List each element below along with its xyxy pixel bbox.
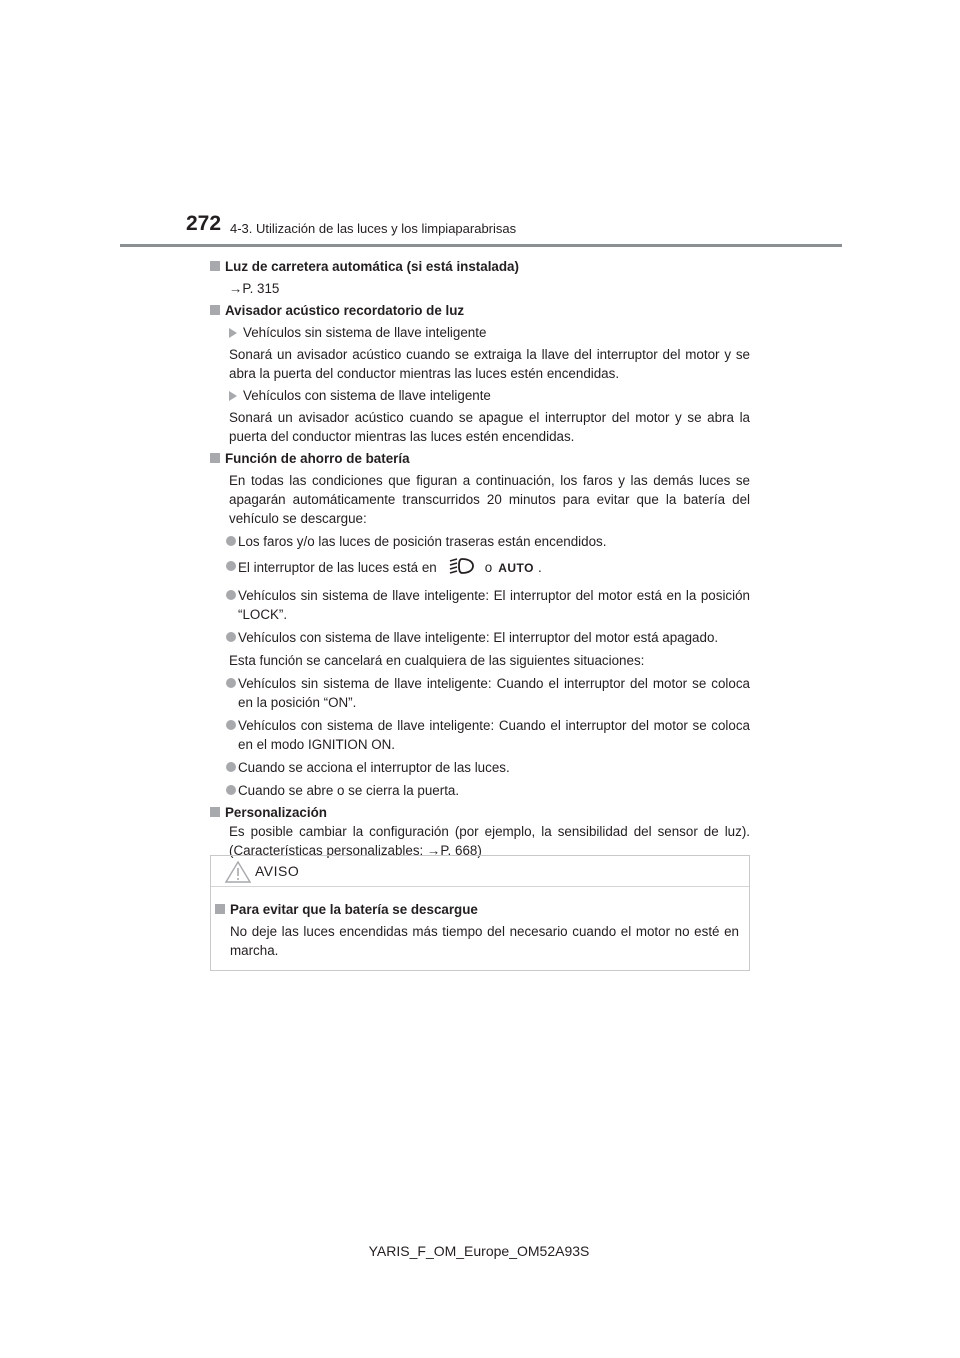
notice-header <box>211 856 749 887</box>
list-item: Vehículos sin sistema de llave inteligente: El interruptor del motor está en la posición “LOCK”. <box>210 586 750 624</box>
paragraph: Esta función se cancelará en cualquiera de las siguientes situaciones: <box>229 653 645 668</box>
auto-label: AUTO <box>498 561 534 575</box>
list-item: Vehículos con sistema de llave inteligente: Cuando el interruptor del motor se coloca en el modo IGNITION ON. <box>210 716 750 754</box>
page-footer <box>0 1243 960 1259</box>
paragraph: En todas las condiciones que figuran a continuación, los faros y las demás luces se apagarán automáticamente transcurridos 20 minutos para evitar que la batería del vehículo se descargue: <box>229 473 750 526</box>
round-bullet-icon <box>226 678 236 688</box>
paragraph: Sonará un avisador acústico cuando se apague el interruptor del motor y se abra la puerta del conductor mientras las luces estén encendidas. <box>229 410 750 444</box>
square-bullet-icon <box>210 305 220 315</box>
round-bullet-icon <box>226 590 236 600</box>
list-item: Los faros y/o las luces de posición traseras están encendidos. <box>210 532 750 551</box>
square-bullet-icon <box>210 261 220 271</box>
document-code: YARIS_F_OM_Europe_OM52A93S <box>368 1243 590 1259</box>
heading-light-reminder: Avisador acústico recordatorio de luz <box>210 301 750 320</box>
paragraph: Sonará un avisador acústico cuando se extraiga la llave del interruptor del motor y se abra la puerta del conductor mientras las luces estén encendidas. <box>229 347 750 381</box>
round-bullet-icon <box>226 561 236 571</box>
round-bullet-icon <box>226 536 236 546</box>
list-item: El interruptor de las luces está en o AUTO . <box>210 557 750 580</box>
triangle-bullet-icon <box>229 391 237 401</box>
square-bullet-icon <box>210 453 220 463</box>
round-bullet-icon <box>226 785 236 795</box>
notice-label: AVISO <box>255 863 300 879</box>
page-number: 272 <box>186 212 222 235</box>
heading-battery-saver: Función de ahorro de batería <box>210 449 750 468</box>
warning-triangle-icon <box>225 861 251 888</box>
sub-heading-smart-key: Vehículos con sistema de llave inteligente <box>210 386 750 405</box>
square-bullet-icon <box>210 807 220 817</box>
heading-personalization: Personalización <box>210 803 750 822</box>
list-item: Cuando se abre o se cierra la puerta. <box>210 781 750 800</box>
header-rule <box>120 244 842 247</box>
sub-heading-no-smart-key: Vehículos sin sistema de llave inteligente <box>210 323 750 342</box>
round-bullet-icon <box>226 720 236 730</box>
list-item: Cuando se acciona el interruptor de las luces. <box>210 758 750 777</box>
list-item: Vehículos con sistema de llave inteligente: El interruptor del motor está apagado. <box>210 628 750 647</box>
round-bullet-icon <box>226 632 236 642</box>
notice-text: No deje las luces encendidas más tiempo del necesario cuando el motor no esté en marcha. <box>230 924 739 958</box>
page-header <box>186 212 846 248</box>
round-bullet-icon <box>226 762 236 772</box>
notice-body <box>211 900 749 960</box>
square-bullet-icon <box>215 904 225 914</box>
paragraph: Es posible cambiar la configuración (por ejemplo, la sensibilidad del sensor de luz). (Características personalizables: →P. 668) <box>229 824 750 858</box>
heading-auto-high-beam: Luz de carretera automática (si está instalada) <box>210 257 750 276</box>
page-content <box>210 254 750 860</box>
notice-heading: Para evitar que la batería se descargue <box>215 900 749 919</box>
notice-box <box>210 855 750 971</box>
triangle-bullet-icon <box>229 328 237 338</box>
list-item: Vehículos sin sistema de llave inteligente: Cuando el interruptor del motor se coloca en la posición “ON”. <box>210 674 750 712</box>
page-reference[interactable]: →P. 315 <box>229 281 280 296</box>
section-title: 4-3. Utilización de las luces y los limpiaparabrisas <box>230 221 517 236</box>
headlight-icon <box>449 557 475 580</box>
